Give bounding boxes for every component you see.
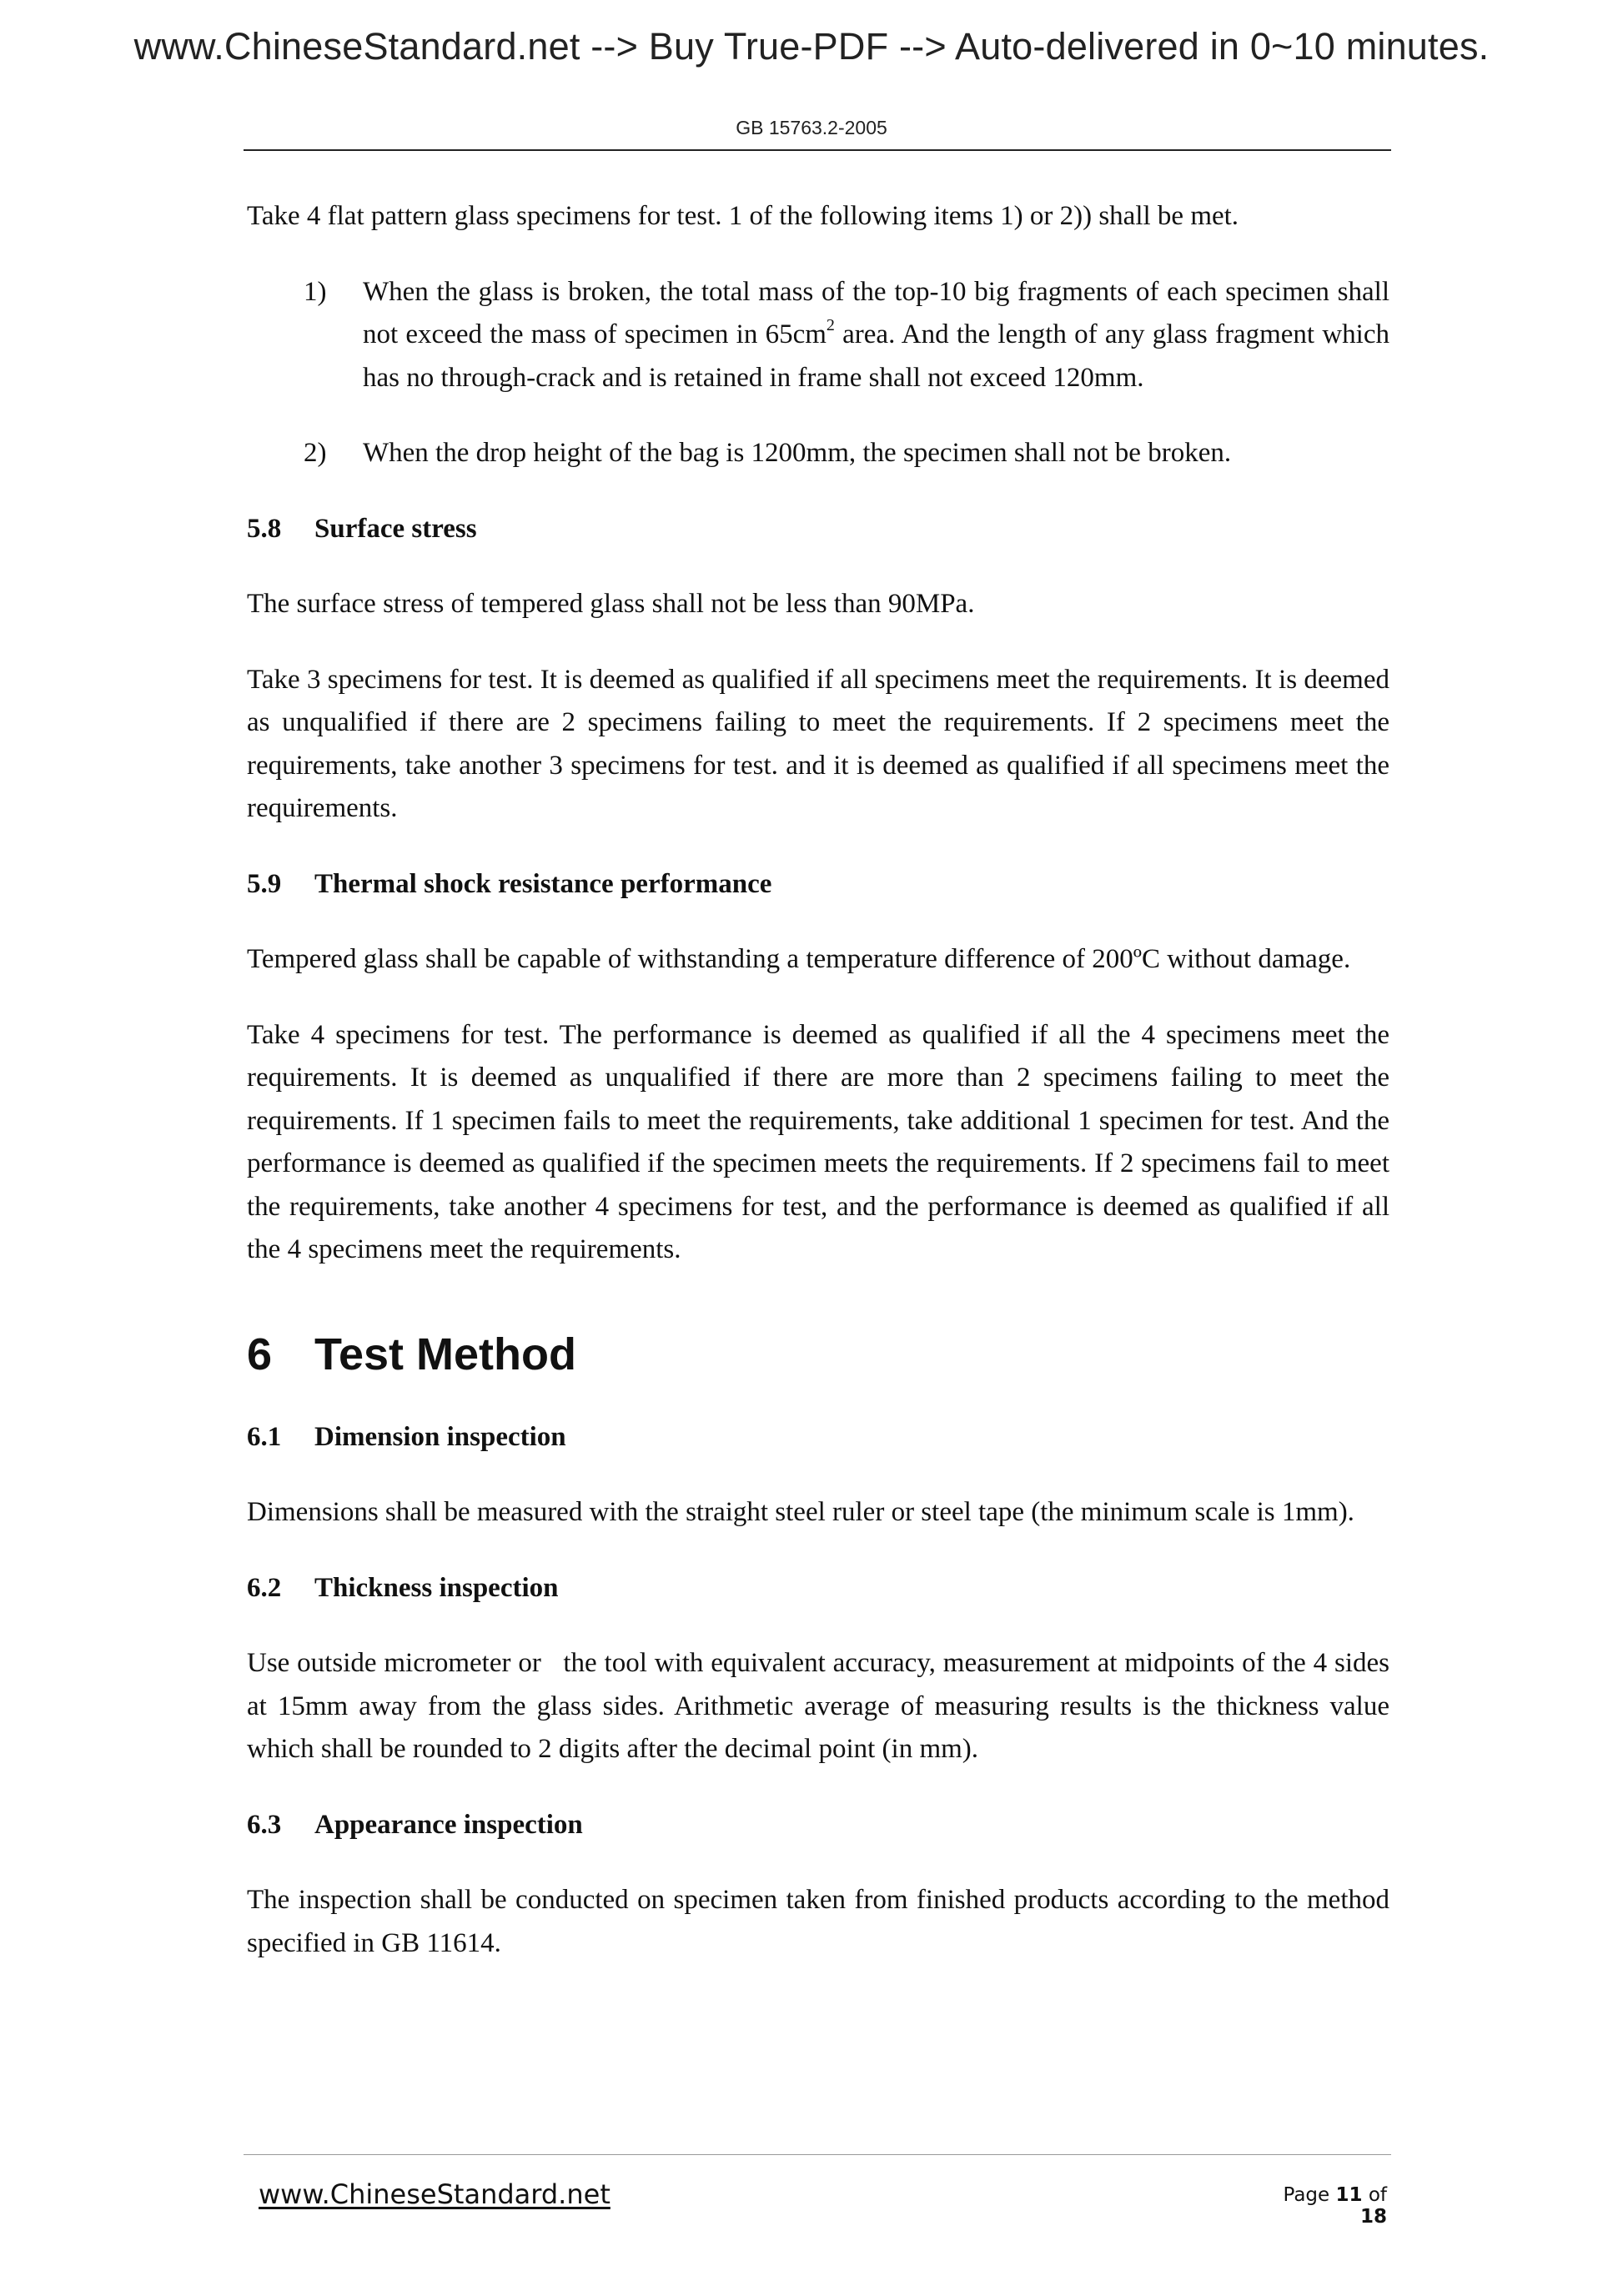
document-id: GB 15763.2-2005 — [736, 117, 887, 138]
list-item-number: 1) — [304, 276, 327, 307]
intro-paragraph: Take 4 flat pattern glass specimens for test. 1 of the following items 1) or 2)) shall be met. — [247, 201, 1239, 231]
list-item-2 — [247, 432, 1389, 475]
paragraph: Take 3 specimens for test. It is deemed as qualified if all specimens meet the requirements. It is deemed as unqualified if there are 2 specimens failing to meet the requirements. If 2 specimens meet the requirements, take another 3 specimens for test. and it is deemed as qualified if all specimens meet the requirements. — [247, 664, 1389, 823]
page-total: 18 — [1359, 2206, 1387, 2228]
section-number: 6.2 — [247, 1572, 282, 1603]
footer-divider — [244, 2154, 1391, 2155]
section-heading-5-8 — [247, 508, 1389, 551]
section-heading-6-2 — [247, 1567, 1389, 1610]
section-title: Thickness inspection — [314, 1572, 559, 1603]
list-item-text-cont: area. And the length of any glass fragment which has no through-crack and is retained in frame shall not exceed 120mm. — [363, 319, 1389, 393]
page-number — [1251, 2184, 1387, 2228]
chapter-title: Test Method — [314, 1329, 576, 1379]
top-banner-link[interactable]: www.ChineseStandard.net --> Buy True-PDF --> Auto-delivered in 0~10 minutes. — [133, 25, 1490, 68]
section-heading-6-1 — [247, 1416, 1389, 1459]
section-number: 5.9 — [247, 868, 282, 899]
section-title: Surface stress — [314, 513, 477, 544]
list-item-number: 2) — [304, 438, 327, 468]
section-number: 5.8 — [247, 513, 282, 544]
section-title: Thermal shock resistance performance — [314, 868, 772, 899]
footer-website-link[interactable]: www.ChineseStandard.net — [259, 2178, 611, 2210]
section-title: Appearance inspection — [314, 1809, 583, 1840]
chapter-number: 6 — [247, 1329, 273, 1379]
page-of: of — [1368, 2184, 1387, 2206]
superscript: 2 — [826, 316, 835, 334]
section-number: 6.1 — [247, 1421, 282, 1452]
paragraph: Dimensions shall be measured with the straight steel ruler or steel tape (the minimum scale is 1mm). — [247, 1497, 1354, 1527]
page-label: Page — [1283, 2184, 1330, 2206]
paragraph: The surface stress of tempered glass shall not be less than 90MPa. — [247, 589, 975, 619]
list-item-1 — [247, 271, 1389, 400]
list-item-text: When the glass is broken, the total mass of the top-10 big fragments of each specimen shall not exceed the mass of specimen in 65cm — [363, 276, 1389, 349]
page-content — [247, 195, 1397, 1997]
paragraph: Tempered glass shall be capable of withstanding a temperature difference of 200ºC without damage. — [247, 944, 1351, 974]
page-current: 11 — [1335, 2184, 1363, 2206]
list-item-text: When the drop height of the bag is 1200mm, the specimen shall not be broken. — [363, 438, 1232, 468]
section-heading-6-3 — [247, 1804, 1389, 1847]
paragraph: Take 4 specimens for test. The performance is deemed as qualified if all the 4 specimens meet the requirements. It is deemed as unqualified if there are more than 2 specimens failing to meet the requirements. If 1 specimen fails to meet the requirements, take additional 1 specimen for test. And the performance is deemed as qualified if the specimen meets the requirements. If 2 specimens fail to meet the requirements, take another 4 specimens for test, and the performance is deemed as qualified if all the 4 specimens meet the requirements. — [247, 1019, 1389, 1264]
section-title: Dimension inspection — [314, 1421, 566, 1452]
section-number: 6.3 — [247, 1809, 282, 1840]
paragraph: The inspection shall be conducted on specimen taken from finished products according to the method specified in GB 11614. — [247, 1885, 1389, 1958]
paragraph: Use outside micrometer or the tool with equivalent accuracy, measurement at midpoints of the 4 sides at 15mm away from the glass sides. Arithmetic average of measuring results is the thickness value which shall be rounded to 2 digits after the decimal point (in mm). — [247, 1648, 1397, 1764]
section-heading-5-9 — [247, 863, 1389, 907]
chapter-heading-6 — [247, 1328, 1389, 1381]
header-divider — [244, 149, 1391, 151]
